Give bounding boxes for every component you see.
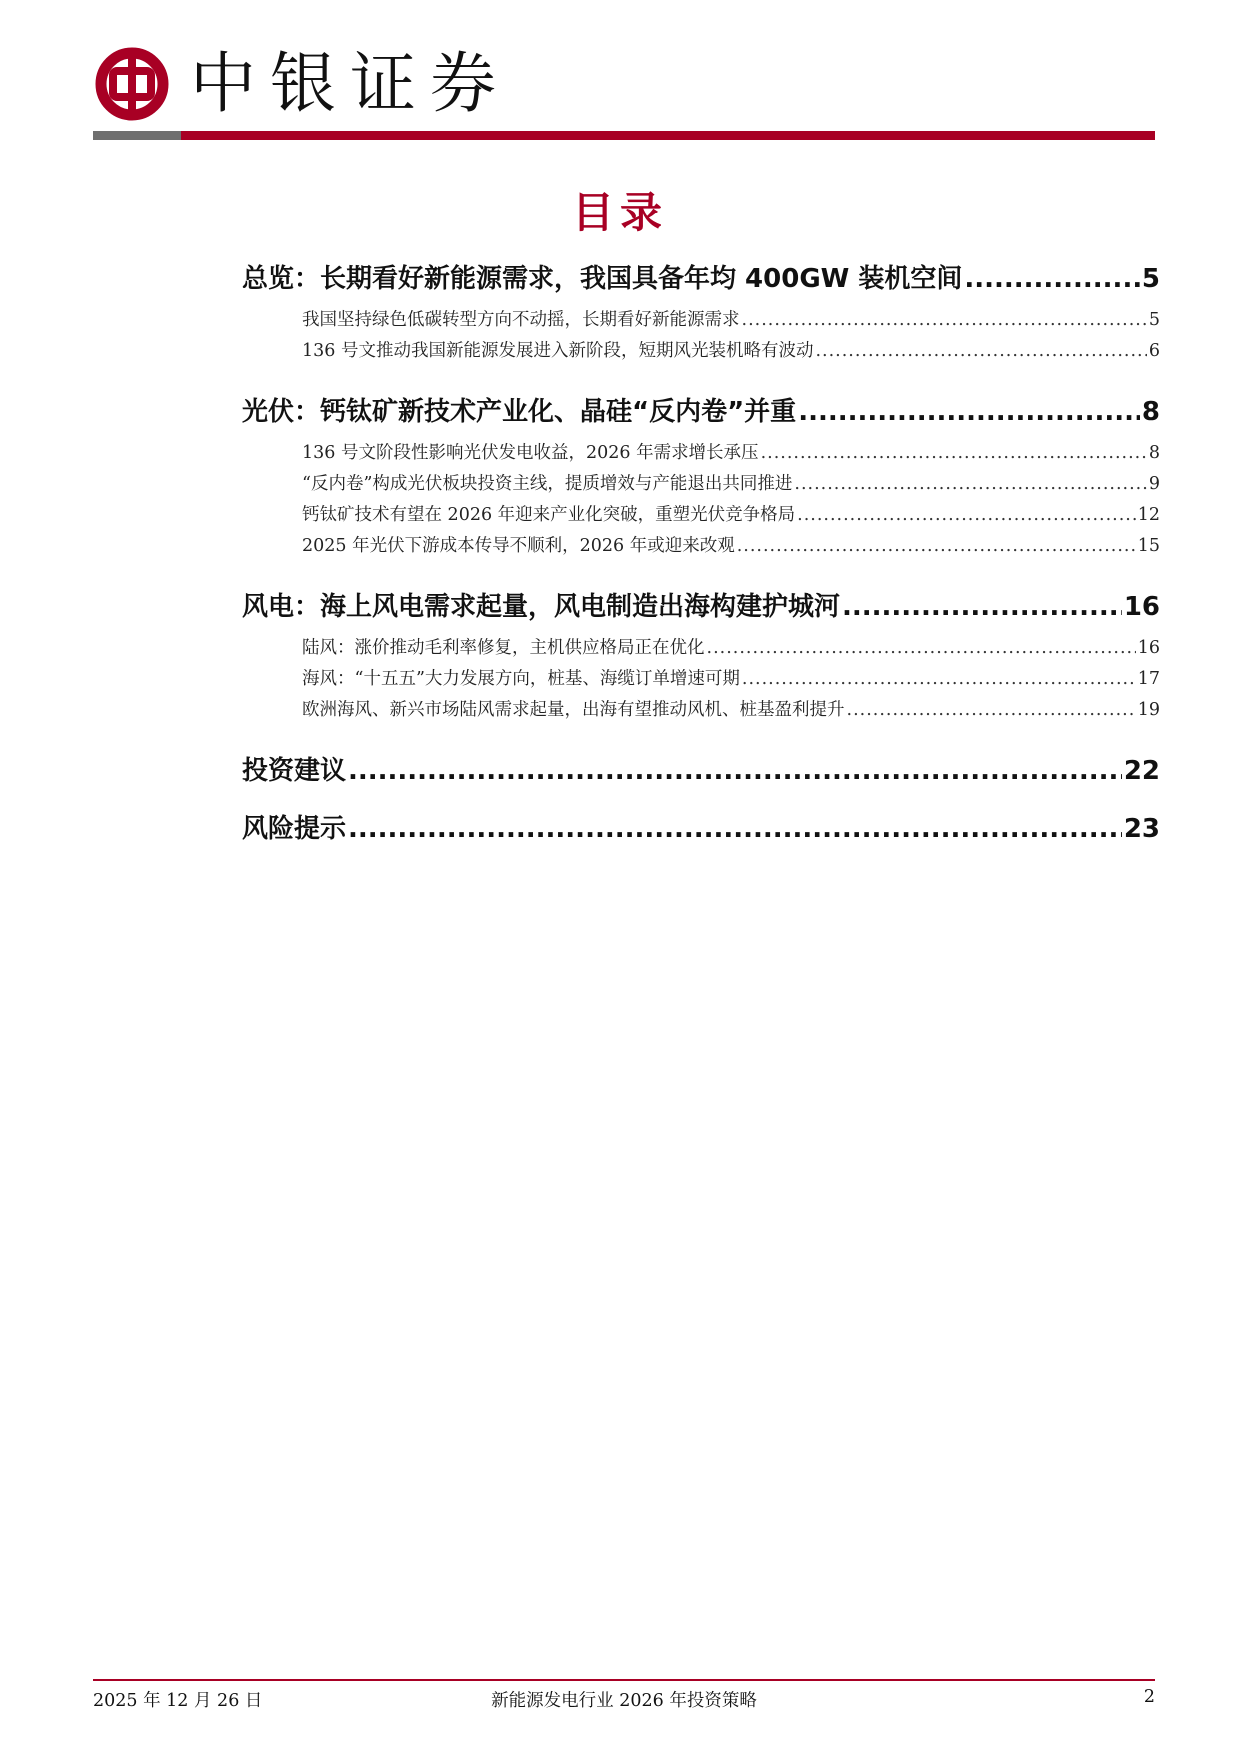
toc-section-label[interactable]: 投资建议 [242,756,347,786]
dot-leader [742,669,1136,689]
dot-leader [348,756,1122,786]
toc-section[interactable] [242,258,1160,292]
toc-page-number: 8 [1141,397,1160,427]
dot-leader [797,505,1136,525]
toc-section[interactable] [242,391,1160,425]
toc-section-label[interactable]: 光伏：钙钛矿新技术产业化、晶硅“反内卷”并重 [242,397,797,427]
toc-section-label[interactable]: 风险提示 [242,814,347,844]
toc-subsection-label[interactable]: 2025 年光伏下游成本传导不顺利，2026 年或迎来改观 [302,536,735,556]
toc-subsection-label[interactable]: 海风：“十五五”大力发展方向，桩基、海缆订单增速可期 [302,669,740,689]
toc-page-number: 15 [1137,536,1160,556]
toc-subsection-label[interactable]: 钙钛矿技术有望在 2026 年迎来产业化突破，重塑光伏竞争格局 [302,505,796,525]
toc-section[interactable] [242,750,1160,784]
toc-subsection-label[interactable]: “反内卷”构成光伏板块投资主线，提质增效与产能退出共同推进 [302,474,793,494]
bank-of-china-logo-icon [95,47,169,121]
brand-name: 中银证券 [190,45,510,122]
toc-subsection[interactable] [242,634,1160,668]
toc-page-number: 17 [1137,669,1160,689]
footer-date: 2025 年 12 月 26 日 [93,1691,263,1711]
toc-page-number: 5 [1148,310,1160,330]
toc-page-number: 23 [1123,814,1160,844]
dot-leader [964,264,1140,294]
toc-subsection[interactable] [242,501,1160,535]
footer-page-number: 2 [1143,1687,1155,1707]
toc-page-number: 8 [1148,443,1160,463]
footer-divider [93,1679,1155,1681]
toc-subsection[interactable] [242,532,1160,566]
toc-page-number: 16 [1137,638,1160,658]
dot-leader [737,536,1136,556]
page-header [0,0,1240,150]
toc-subsection-label[interactable]: 陆风：涨价推动毛利率修复，主机供应格局正在优化 [302,638,705,658]
toc-subsection-label[interactable]: 136 号文推动我国新能源发展进入新阶段，短期风光装机略有波动 [302,341,814,361]
toc-page-number: 16 [1123,592,1160,622]
dot-leader [707,638,1136,658]
dot-leader [348,814,1122,844]
toc-subsection[interactable] [242,696,1160,730]
table-of-contents [242,258,1160,842]
toc-subsection-label[interactable]: 我国坚持绿色低碳转型方向不动摇，长期看好新能源需求 [302,310,740,330]
toc-subsection[interactable] [242,665,1160,699]
dot-leader [794,474,1146,494]
dot-leader [815,341,1146,361]
toc-section[interactable] [242,808,1160,842]
toc-section-label[interactable]: 风电：海上风电需求起量，风电制造出海构建护城河 [242,592,841,622]
dot-leader [798,397,1140,427]
toc-subsection-label[interactable]: 欧洲海风、新兴市场陆风需求起量，出海有望推动风机、桩基盈利提升 [302,700,845,720]
header-band-red [181,131,1155,140]
toc-subsection[interactable] [242,337,1160,371]
toc-page-number: 19 [1137,700,1160,720]
dot-leader [847,700,1136,720]
toc-page-number: 22 [1123,756,1160,786]
page-footer [93,1687,1155,1713]
footer-document-title: 新能源发电行业 2026 年投资策略 [491,1691,757,1711]
header-band-grey [93,131,181,140]
toc-page-number: 5 [1141,264,1160,294]
dot-leader [742,310,1147,330]
toc-title: 目录 [571,188,668,237]
dot-leader [761,443,1147,463]
toc-page-number: 6 [1148,341,1160,361]
dot-leader [842,592,1122,622]
toc-subsection[interactable] [242,439,1160,473]
toc-section-label[interactable]: 总览：长期看好新能源需求，我国具备年均 400GW 装机空间 [242,264,963,294]
toc-subsection[interactable] [242,306,1160,340]
toc-subsection-label[interactable]: 136 号文阶段性影响光伏发电收益，2026 年需求增长承压 [302,443,759,463]
toc-page-number: 12 [1137,505,1160,525]
toc-section[interactable] [242,586,1160,620]
toc-subsection[interactable] [242,470,1160,504]
toc-page-number: 9 [1148,474,1160,494]
